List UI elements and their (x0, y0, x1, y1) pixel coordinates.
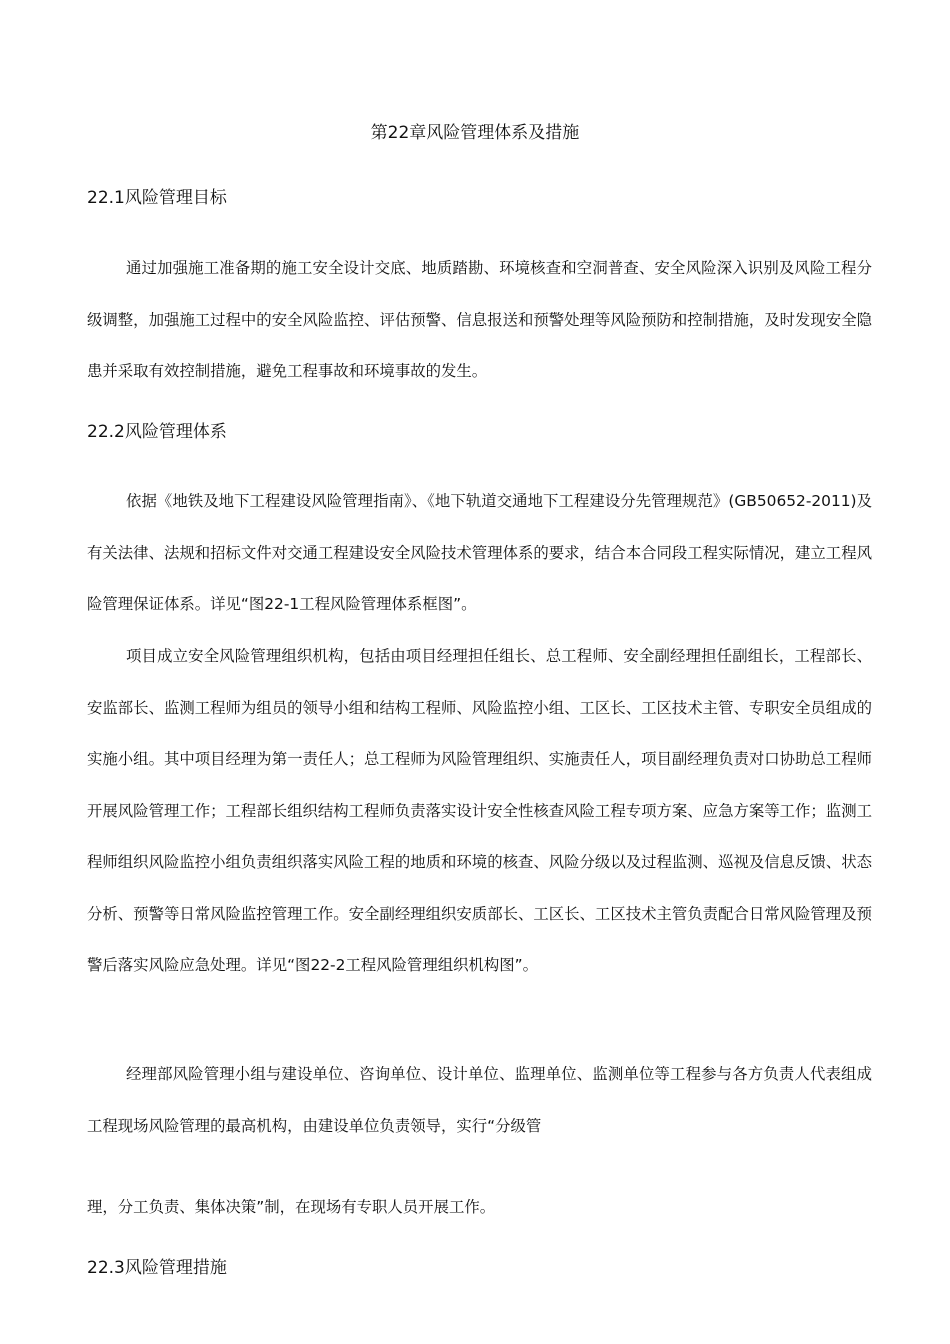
section-heading-22-3: 22.3风险管理措施 (87, 1258, 227, 1278)
chapter-title: 第22章风险管理体系及措施 (370, 123, 580, 143)
section-22-2-paragraph-continuation: 理，分工负责、集体决策”制，在现场有专职人员开展工作。 (87, 1198, 496, 1216)
section-22-2-paragraph-management-group: 经理部风险管理小组与建设单位、咨询单位、设计单位、监理单位、监测单位等工程参与各方负责人代表组成工程现场风险管理的最高机构，由建设单位负责领导，实行“分级管 (87, 1065, 872, 1135)
section-22-2-paragraph-organization: 项目成立安全风险管理组织机构，包括由项目经理担任组长、总工程师、安全副经理担任副组长，工程部长、安监部长、监测工程师为组员的领导小组和结构工程师、风险监控小组、工区长、工区技术主管、专职安全员组成的实施小组。其中项目经理为第一责任人；总工程师为风险管理组织、实施责任人，项目副经理负责对口协助总工程师开展风险管理工作；工程部长组织结构工程师负责落实设计安全性核查风险工程专项方案、应急方案等工作；监测工程师组织风险监控小组负责组织落实风险工程的地质和环境的核查、风险分级以及过程监测、巡视及信息反馈、状态分析、预警等日常风险监控管理工作。安全副经理组织安质部长、工区长、工区技术主管负责配合日常风险管理及预警后落实风险应急处理。详见“图22-2工程风险管理组织机构图”。 (87, 647, 872, 974)
section-heading-22-1: 22.1风险管理目标 (87, 188, 227, 208)
section-22-2-paragraph-basis: 依据《地铁及地下工程建设风险管理指南》、《地下轨道交通地下工程建设分先管理规范》(GB50652-2011)及有关法律、法规和招标文件对交通工程建设安全风险技术管理体系的要求，结合本合同段工程实际情况，建立工程风险管理保证体系。详见“图22-1工程风险管理体系框图”。 (87, 492, 872, 613)
section-heading-22-2: 22.2风险管理体系 (87, 422, 227, 442)
section-22-1-paragraph: 通过加强施工准备期的施工安全设计交底、地质踏勘、环境核查和空洞普查、安全风险深入识别及风险工程分级调整，加强施工过程中的安全风险监控、评估预警、信息报送和预警处理等风险预防和控制措施，及时发现安全隐患并采取有效控制措施，避免工程事故和环境事故的发生。 (87, 259, 872, 380)
